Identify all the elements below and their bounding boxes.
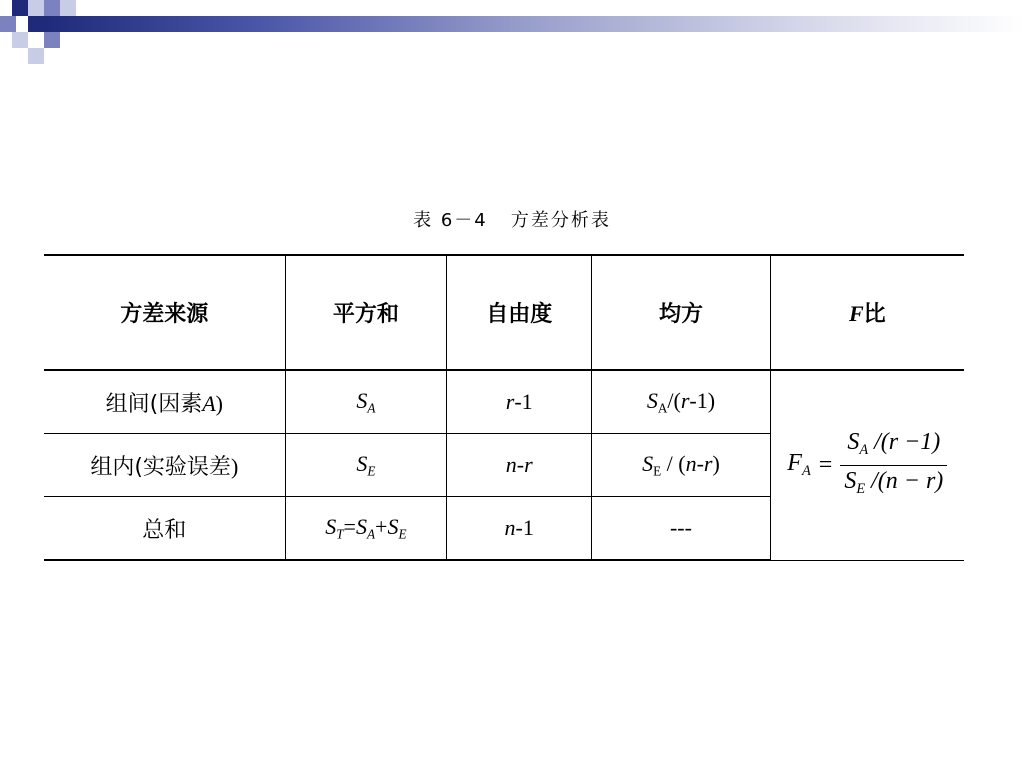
formula-numerator: $S_A$ /(r −1) [847,428,941,458]
formula-equals: = [818,451,833,478]
header-f-ratio [770,255,964,370]
formula-denominator: $S_E$ /(n − r) [844,467,944,497]
banner-square [60,0,76,16]
mean-square-cell: --- [592,497,770,561]
formula-fraction [840,427,947,504]
mean-square-cell: $S_A/(r-1)$ [592,370,770,434]
formula-lhs: $F_A$ [787,450,811,480]
banner-square [12,0,28,16]
banner-square [28,16,44,32]
anova-table [44,254,964,561]
f-ratio-cell [770,370,964,560]
source-cell: 组内(实验误差) [44,434,285,497]
f-ratio-formula [787,427,947,504]
banner-square [44,0,60,16]
table-header-row [44,255,964,370]
f-letter: F [848,301,864,326]
source-cell: 总和 [44,497,285,561]
header-source: 方差来源 [44,255,285,370]
df-cell: n-r [447,434,592,497]
mean-square-cell: $S_E / (n-r)$ [592,434,770,497]
banner-square [12,32,28,48]
header-mean-square: 均方 [592,255,770,370]
table-caption: 表 6－4 方差分析表 [413,210,611,231]
sum-of-squares-cell: $S_T=S_A+S_E$ [285,497,446,561]
f-suffix: 比 [863,302,886,327]
df-cell: n-1 [447,497,592,561]
sum-of-squares-cell: $S_A$ [285,370,446,434]
banner-square [44,32,60,48]
df-cell: r-1 [447,370,592,434]
slide-header-banner [0,0,1024,64]
table-row [44,370,964,434]
banner-gradient-bar [44,16,1024,32]
source-cell: 组间(因素A) [44,370,285,434]
banner-square [0,16,16,32]
banner-square [28,48,44,64]
header-sum-of-squares: 平方和 [285,255,446,370]
header-degrees-of-freedom: 自由度 [447,255,592,370]
banner-square [28,0,44,16]
sum-of-squares-cell: $S_E$ [285,434,446,497]
